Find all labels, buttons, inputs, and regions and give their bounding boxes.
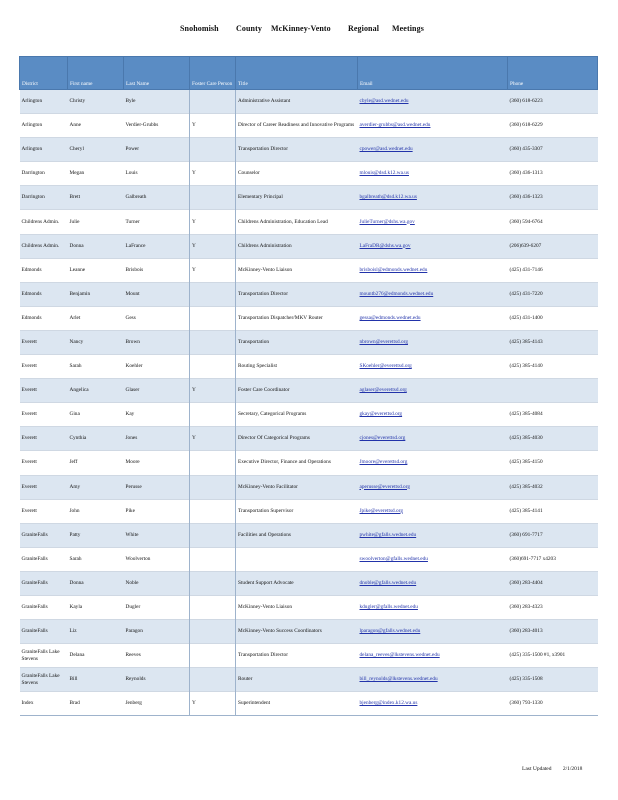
cell-title: Routing Specialist <box>236 355 358 379</box>
table-body <box>20 90 598 716</box>
table-row <box>20 306 598 330</box>
cell-last-name: Koehler <box>124 355 190 379</box>
cell-phone: (425) 335-1500 #1, x3901 <box>508 644 598 668</box>
cell-email[interactable] <box>358 306 508 330</box>
header-title: Title <box>236 57 358 90</box>
email-link[interactable]: lparagon@gfalls.wednet.edu <box>359 628 421 635</box>
table-row <box>20 138 598 162</box>
cell-district: GraniteFalls <box>20 571 68 595</box>
cell-email[interactable] <box>358 90 508 114</box>
email-link[interactable]: aglaser@everettsd.org <box>359 387 407 394</box>
cell-title: Secretary, Categorical Programs <box>236 403 358 427</box>
table-row <box>20 571 598 595</box>
email-link[interactable]: JulieTurner@dshs.wa.gov <box>359 218 415 225</box>
cell-foster-care: Y <box>190 162 236 186</box>
title-word: Snohomish <box>180 24 219 33</box>
cell-title <box>236 547 358 571</box>
cell-district: Edmonds <box>20 306 68 330</box>
table-row <box>20 620 598 644</box>
cell-email[interactable] <box>358 451 508 475</box>
header-first-name: First name <box>68 57 124 90</box>
email-link[interactable]: averdier-grubbs@asd.wednet.edu <box>359 122 431 129</box>
cell-phone: (425) 385-4030 <box>508 427 598 451</box>
cell-phone: (425) 385-4141 <box>508 499 598 523</box>
email-link[interactable]: aperusse@everettsd.org <box>359 483 411 490</box>
cell-foster-care <box>190 138 236 162</box>
header-phone: Phone <box>508 57 598 90</box>
cell-foster-care <box>190 620 236 644</box>
cell-district: Everett <box>20 355 68 379</box>
email-link[interactable]: cbyle@asd.wednet.edu <box>359 98 409 105</box>
cell-foster-care <box>190 595 236 619</box>
cell-phone <box>508 379 598 403</box>
cell-title: Director Of Categorical Programs <box>236 427 358 451</box>
cell-last-name: Brown <box>124 330 190 354</box>
cell-email[interactable] <box>358 258 508 282</box>
table-row <box>20 499 598 523</box>
cell-foster-care <box>190 186 236 210</box>
cell-district: GraniteFalls Lake Stevens <box>20 668 68 692</box>
table-row <box>20 668 598 692</box>
cell-last-name: Jones <box>124 427 190 451</box>
cell-first-name: Benjamin <box>68 282 124 306</box>
cell-last-name: Louis <box>124 162 190 186</box>
cell-phone: (360) 691-7717 <box>508 523 598 547</box>
table-row <box>20 114 598 138</box>
cell-district: Darrington <box>20 162 68 186</box>
cell-phone: (425) 431-7220 <box>508 282 598 306</box>
cell-phone: (425) 431-7146 <box>508 258 598 282</box>
table-header-row <box>20 57 598 90</box>
cell-first-name: Amy <box>68 475 124 499</box>
cell-phone: (425) 385-4150 <box>508 451 598 475</box>
cell-first-name: Leanne <box>68 258 124 282</box>
cell-district: Childrens Admin. <box>20 234 68 258</box>
cell-phone: (425) 385-4140 <box>508 355 598 379</box>
cell-foster-care <box>190 523 236 547</box>
cell-district: GraniteFalls <box>20 523 68 547</box>
cell-title: Transportation Dispatcher/MKV Router <box>236 306 358 330</box>
cell-title: Transportation Supervisor <box>236 499 358 523</box>
cell-title: Administrative Assistant <box>236 90 358 114</box>
table-row <box>20 475 598 499</box>
email-link[interactable]: brisboisl@edmonds.wednet.edu <box>359 266 428 273</box>
cell-phone: (425) 385-4084 <box>508 403 598 427</box>
cell-foster-care <box>190 282 236 306</box>
cell-foster-care <box>190 306 236 330</box>
table-row <box>20 427 598 451</box>
email-link[interactable]: nbrown@everettsd.org <box>359 338 408 345</box>
cell-title: Router <box>236 668 358 692</box>
cell-title: McKinney-Vento Success Coordinators <box>236 620 358 644</box>
table-row <box>20 379 598 403</box>
cell-last-name: Power <box>124 138 190 162</box>
cell-district: Index <box>20 692 68 716</box>
cell-phone: (425) 385-4143 <box>508 330 598 354</box>
cell-email[interactable] <box>358 282 508 306</box>
cell-email[interactable] <box>358 499 508 523</box>
cell-title: Transportation Director <box>236 644 358 668</box>
cell-foster-care <box>190 451 236 475</box>
table-row <box>20 644 598 668</box>
cell-phone: (360) 436-1323 <box>508 186 598 210</box>
cell-foster-care <box>190 668 236 692</box>
cell-email[interactable] <box>358 186 508 210</box>
email-link[interactable]: dnoble@gfalls.wednet.edu <box>359 579 417 586</box>
title-word: County <box>236 24 262 33</box>
cell-district: Arlington <box>20 114 68 138</box>
table-row <box>20 523 598 547</box>
cell-last-name: White <box>124 523 190 547</box>
cell-email[interactable] <box>358 114 508 138</box>
cell-first-name: Cynthia <box>68 427 124 451</box>
email-link[interactable]: Jmoore@everettsd.org <box>359 459 408 466</box>
cell-last-name: Mount <box>124 282 190 306</box>
cell-title: Executive Director, Finance and Operations <box>236 451 358 475</box>
cell-phone: (360) 435-3307 <box>508 138 598 162</box>
email-link[interactable]: swoolverton@gfalls.wednet.edu <box>359 555 428 562</box>
cell-foster-care <box>190 499 236 523</box>
cell-first-name: Sarah <box>68 547 124 571</box>
cell-title: Superintendent <box>236 692 358 716</box>
header-email: Email <box>358 57 508 90</box>
cell-email[interactable] <box>358 475 508 499</box>
email-link[interactable]: LaFraDR@dshs.wa.gov <box>359 242 411 249</box>
cell-first-name: Nancy <box>68 330 124 354</box>
cell-email[interactable] <box>358 692 508 716</box>
cell-district: Everett <box>20 403 68 427</box>
cell-title: Counselor <box>236 162 358 186</box>
table-row <box>20 210 598 234</box>
table-row <box>20 330 598 354</box>
cell-district: Arlington <box>20 90 68 114</box>
cell-first-name: Megan <box>68 162 124 186</box>
cell-title: McKinney-Vento Liaison <box>236 595 358 619</box>
cell-first-name: Christy <box>68 90 124 114</box>
cell-first-name: Donna <box>68 571 124 595</box>
cell-email[interactable] <box>358 547 508 571</box>
cell-foster-care: Y <box>190 234 236 258</box>
cell-district: Edmonds <box>20 282 68 306</box>
cell-foster-care: Y <box>190 379 236 403</box>
cell-foster-care: Y <box>190 114 236 138</box>
cell-district: GraniteFalls Lake Stevens <box>20 644 68 668</box>
table-row <box>20 451 598 475</box>
cell-first-name: Cheryl <box>68 138 124 162</box>
cell-last-name: Perusse <box>124 475 190 499</box>
cell-email[interactable] <box>358 138 508 162</box>
email-link[interactable]: delana_reeves@lkstevens.wednet.edu <box>359 652 440 659</box>
email-link[interactable]: gessa@edmonds.wednet.edu <box>359 314 421 321</box>
cell-first-name: Kayla <box>68 595 124 619</box>
cell-phone: (360) 793-1330 <box>508 692 598 716</box>
cell-title: Elementary Principal <box>236 186 358 210</box>
table-row <box>20 162 598 186</box>
cell-district: Everett <box>20 451 68 475</box>
cell-district: Everett <box>20 330 68 354</box>
email-link[interactable]: gkay@everettsd.org <box>359 411 403 418</box>
table-row <box>20 595 598 619</box>
table-row <box>20 90 598 114</box>
table-row <box>20 355 598 379</box>
email-link[interactable]: cjones@everettsd.org <box>359 435 406 442</box>
cell-email[interactable] <box>358 162 508 186</box>
cell-last-name: Paragon <box>124 620 190 644</box>
cell-email[interactable] <box>358 571 508 595</box>
cell-email[interactable] <box>358 523 508 547</box>
cell-first-name: Brad <box>68 692 124 716</box>
cell-last-name: Reynolds <box>124 668 190 692</box>
cell-phone: (360) 283-4013 <box>508 620 598 644</box>
cell-phone: (360) 283-4404 <box>508 571 598 595</box>
cell-district: Childrens Admin. <box>20 210 68 234</box>
cell-title: McKinney-Vento Liaison <box>236 258 358 282</box>
contacts-table <box>19 56 598 716</box>
cell-title: Facilities and Operations <box>236 523 358 547</box>
header-last-name: Last Name <box>124 57 190 90</box>
email-link[interactable]: Jpike@everettsd.org <box>359 507 403 514</box>
cell-district: Everett <box>20 499 68 523</box>
cell-last-name: Verdier-Grubbs <box>124 114 190 138</box>
email-link[interactable]: pwhite@gfalls.wednet.edu <box>359 531 417 538</box>
cell-phone: (360) 618-6223 <box>508 90 598 114</box>
cell-district: Arlington <box>20 138 68 162</box>
table-row <box>20 403 598 427</box>
header-foster-care: Foster Care Person <box>190 57 236 90</box>
email-link[interactable]: kdugler@gfalls.wednet.edu <box>359 604 418 611</box>
cell-last-name: Glaser <box>124 379 190 403</box>
cell-foster-care: Y <box>190 427 236 451</box>
cell-foster-care <box>190 355 236 379</box>
cell-email[interactable] <box>358 210 508 234</box>
email-link[interactable]: bjenberg@index.k12.wa.us <box>359 700 418 707</box>
email-link[interactable]: cpower@asd.wednet.edu <box>359 146 413 153</box>
cell-title: Childrens Administration <box>236 234 358 258</box>
cell-phone: (425) 385-4032 <box>508 475 598 499</box>
cell-first-name: Donna <box>68 234 124 258</box>
cell-district: GraniteFalls <box>20 547 68 571</box>
cell-title: Transportation Director <box>236 282 358 306</box>
cell-phone: (360)691-7717 x4203 <box>508 547 598 571</box>
cell-foster-care: Y <box>190 258 236 282</box>
cell-district: Everett <box>20 475 68 499</box>
email-link[interactable]: mlouis@dsd.k12.wa.us <box>359 170 409 177</box>
cell-last-name: Byle <box>124 90 190 114</box>
cell-first-name: Julie <box>68 210 124 234</box>
table-row <box>20 258 598 282</box>
cell-last-name: Brisbois <box>124 258 190 282</box>
cell-title: Transportation <box>236 330 358 354</box>
cell-last-name: Dugler <box>124 595 190 619</box>
cell-phone: (360) 618-6229 <box>508 114 598 138</box>
cell-last-name: Galbreath <box>124 186 190 210</box>
cell-title: Foster Care Coordinator <box>236 379 358 403</box>
cell-title: Transportation Director <box>236 138 358 162</box>
cell-email[interactable] <box>358 427 508 451</box>
cell-foster-care: Y <box>190 692 236 716</box>
table-row <box>20 186 598 210</box>
email-link[interactable]: SKoehler@everettsd.org <box>359 363 412 370</box>
cell-phone: (425) 335-1508 <box>508 668 598 692</box>
cell-district: Edmonds <box>20 258 68 282</box>
title-word: McKinney-Vento <box>271 24 331 33</box>
cell-first-name: Bill <box>68 668 124 692</box>
cell-email[interactable] <box>358 379 508 403</box>
cell-district: GraniteFalls <box>20 595 68 619</box>
cell-district: Darrington <box>20 186 68 210</box>
cell-first-name: John <box>68 499 124 523</box>
cell-first-name: Liz <box>68 620 124 644</box>
cell-email[interactable] <box>358 620 508 644</box>
cell-foster-care <box>190 90 236 114</box>
cell-last-name: Jenberg <box>124 692 190 716</box>
cell-last-name: Kay <box>124 403 190 427</box>
cell-last-name: Noble <box>124 571 190 595</box>
cell-phone: (360) 594-6764 <box>508 210 598 234</box>
cell-last-name: Moore <box>124 451 190 475</box>
cell-email[interactable] <box>358 403 508 427</box>
cell-last-name: Woolverton <box>124 547 190 571</box>
cell-foster-care: Y <box>190 210 236 234</box>
cell-first-name: Anne <box>68 114 124 138</box>
cell-email[interactable] <box>358 330 508 354</box>
cell-first-name: Delana <box>68 644 124 668</box>
cell-email[interactable] <box>358 595 508 619</box>
cell-first-name: Brett <box>68 186 124 210</box>
table-row <box>20 547 598 571</box>
cell-last-name: Pike <box>124 499 190 523</box>
email-link[interactable]: bgalbreath@dsd.k12.wa.us <box>359 194 417 201</box>
cell-email[interactable] <box>358 355 508 379</box>
email-link[interactable]: bill_reynolds@lkstevens.wednet.edu <box>359 676 438 683</box>
cell-email[interactable] <box>358 668 508 692</box>
cell-last-name: Gess <box>124 306 190 330</box>
cell-title: Childrens Administration, Education Lead <box>236 210 358 234</box>
cell-title: McKinney-Vento Facilitator <box>236 475 358 499</box>
header-district: District <box>20 57 68 90</box>
cell-first-name: Jeff <box>68 451 124 475</box>
last-updated-date: 2/1/2018 <box>562 766 583 772</box>
table-row <box>20 282 598 306</box>
table-row <box>20 692 598 716</box>
last-updated <box>522 766 592 772</box>
cell-foster-care <box>190 475 236 499</box>
cell-first-name: Angelica <box>68 379 124 403</box>
email-link[interactable]: mountb276@edmonds.wednet.edu <box>359 290 434 297</box>
cell-foster-care <box>190 571 236 595</box>
cell-phone: (360) 283-4323 <box>508 595 598 619</box>
cell-last-name: LaFrance <box>124 234 190 258</box>
cell-phone: (360) 436-1313 <box>508 162 598 186</box>
cell-phone: (425) 431-1400 <box>508 306 598 330</box>
cell-email[interactable] <box>358 644 508 668</box>
cell-foster-care <box>190 403 236 427</box>
cell-district: Everett <box>20 379 68 403</box>
cell-first-name: Arlet <box>68 306 124 330</box>
cell-last-name: Reeves <box>124 644 190 668</box>
cell-last-name: Turner <box>124 210 190 234</box>
title-word: Meetings <box>392 24 424 33</box>
cell-first-name: Patty <box>68 523 124 547</box>
page-title <box>0 24 618 38</box>
cell-email[interactable] <box>358 234 508 258</box>
cell-phone: (206)639-6207 <box>508 234 598 258</box>
cell-foster-care <box>190 644 236 668</box>
cell-foster-care <box>190 330 236 354</box>
cell-foster-care <box>190 547 236 571</box>
cell-district: Everett <box>20 427 68 451</box>
cell-title: Student Support Advocate <box>236 571 358 595</box>
last-updated-label: Last Updated <box>522 766 552 772</box>
table-row <box>20 234 598 258</box>
cell-first-name: Gina <box>68 403 124 427</box>
cell-first-name: Sarah <box>68 355 124 379</box>
cell-district: GraniteFalls <box>20 620 68 644</box>
title-word: Regional <box>348 24 380 33</box>
cell-title: Director of Career Readiness and Innovative Programs <box>236 114 358 138</box>
